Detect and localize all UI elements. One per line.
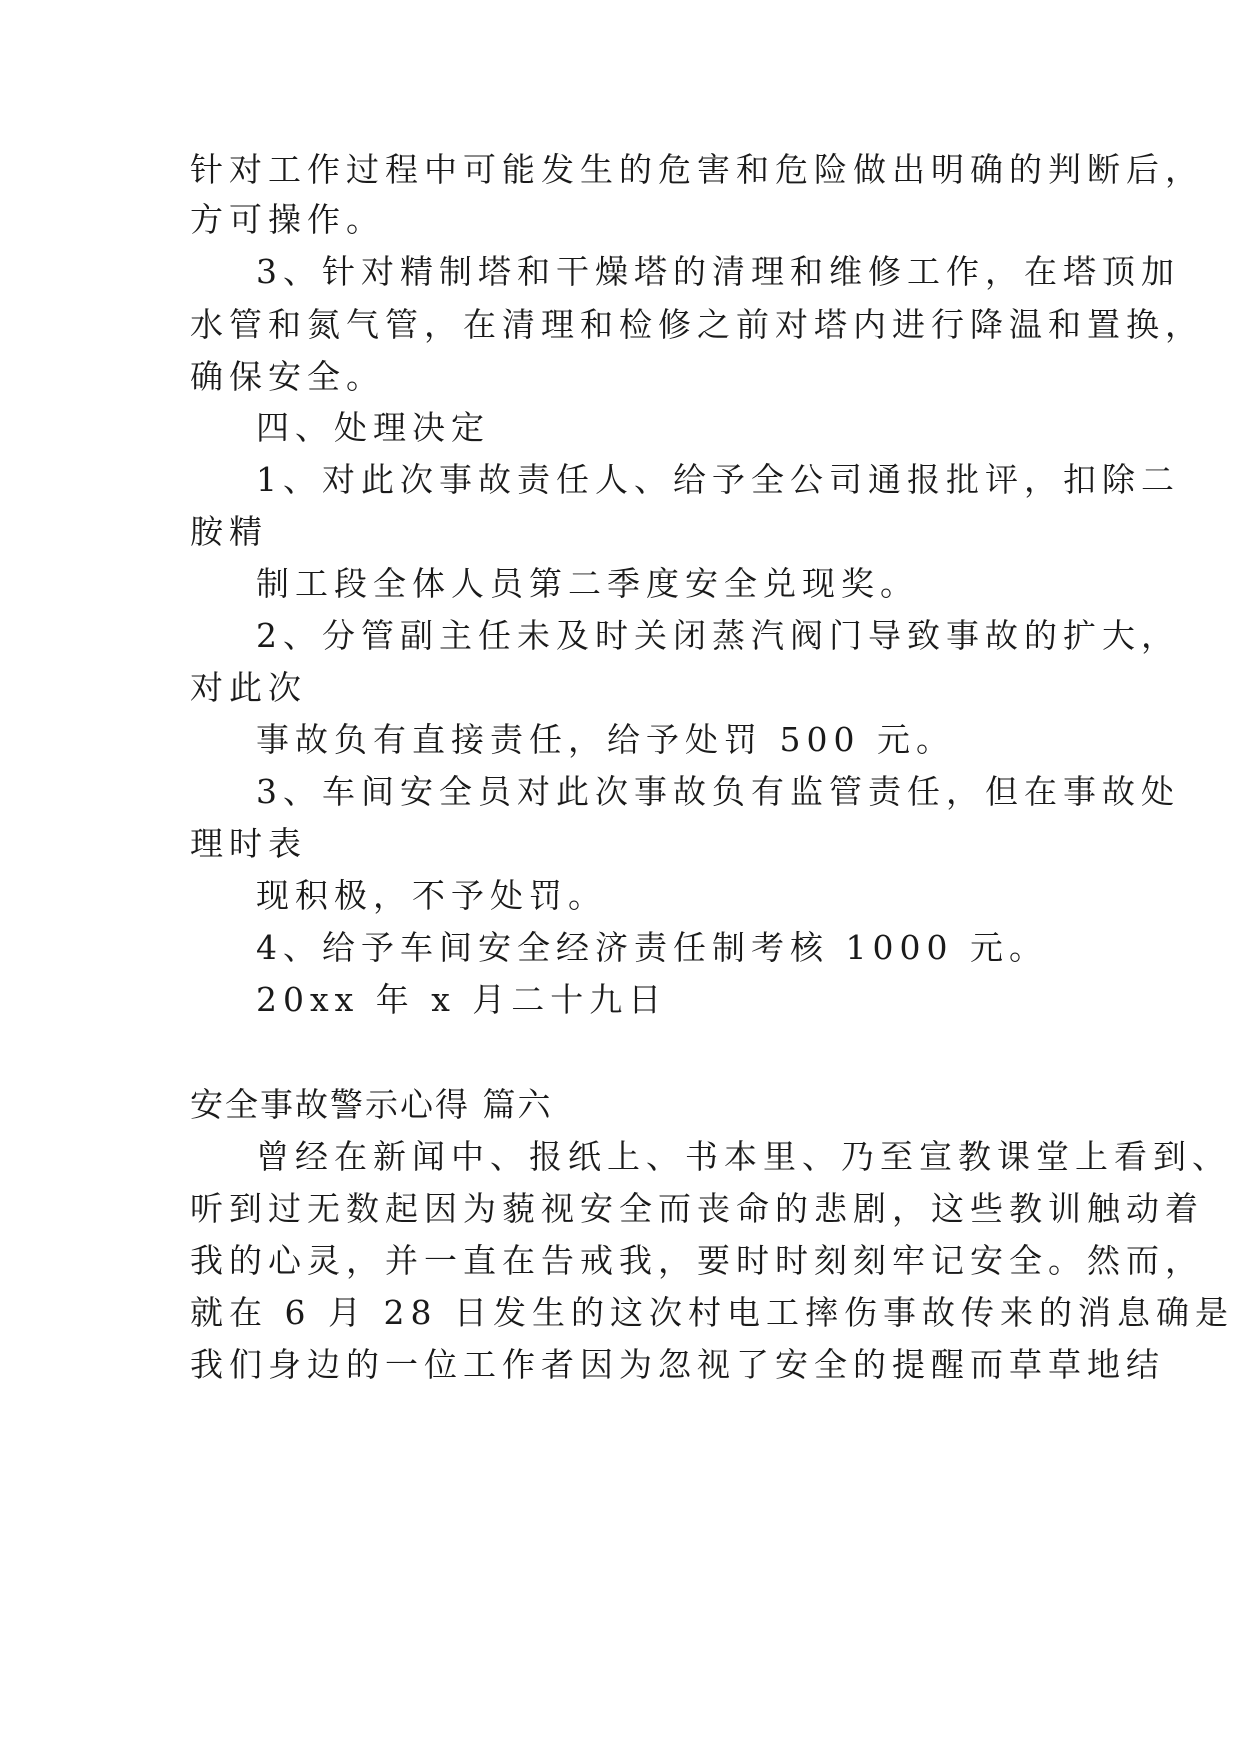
paragraph-line: 曾经在新闻中、报纸上、书本里、乃至宣教课堂上看到、 (256, 1137, 1231, 1176)
paragraph-line: 水管和氮气管，在清理和检修之前对塔内进行降温和置换， (190, 305, 1204, 344)
date-line: 20xx 年 x 月二十九日 (256, 980, 668, 1019)
paragraph-line: 制工段全体人员第二季度安全兑现奖。 (256, 564, 919, 603)
paragraph-line: 事故负有直接责任，给予处罚 500 元。 (256, 720, 955, 759)
paragraph-line: 对此次 (190, 668, 307, 707)
paragraph-line: 就在 6 月 28 日发生的这次村电工摔伤事故传来的消息确是 (190, 1293, 1234, 1332)
paragraph-line: 我们身边的一位工作者因为忽视了安全的提醒而草草地结 (190, 1345, 1165, 1384)
paragraph-line: 针对工作过程中可能发生的危害和危险做出明确的判断后， (190, 150, 1204, 189)
paragraph-line: 理时表 (190, 824, 307, 863)
section-title: 安全事故警示心得 篇六 (190, 1085, 553, 1124)
paragraph-line: 我的心灵，并一直在告戒我，要时时刻刻牢记安全。然而， (190, 1241, 1204, 1280)
paragraph-line: 3、针对精制塔和干燥塔的清理和维修工作，在塔顶加 (256, 252, 1180, 291)
paragraph-line: 听到过无数起因为藐视安全而丧命的悲剧，这些教训触动着 (190, 1189, 1204, 1228)
paragraph-line: 4、给予车间安全经济责任制考核 1000 元。 (256, 928, 1048, 967)
paragraph-line: 现积极，不予处罚。 (256, 876, 607, 915)
paragraph-line: 2、分管副主任未及时关闭蒸汽阀门导致事故的扩大， (256, 616, 1180, 655)
paragraph-line: 3、车间安全员对此次事故负有监管责任，但在事故处 (256, 772, 1180, 811)
paragraph-line: 胺精 (190, 512, 268, 551)
paragraph-line: 确保安全。 (190, 357, 385, 396)
section-heading: 四、处理决定 (256, 408, 490, 447)
paragraph-line: 1、对此次事故责任人、给予全公司通报批评，扣除二 (256, 460, 1180, 499)
paragraph-line: 方可操作。 (190, 200, 385, 239)
